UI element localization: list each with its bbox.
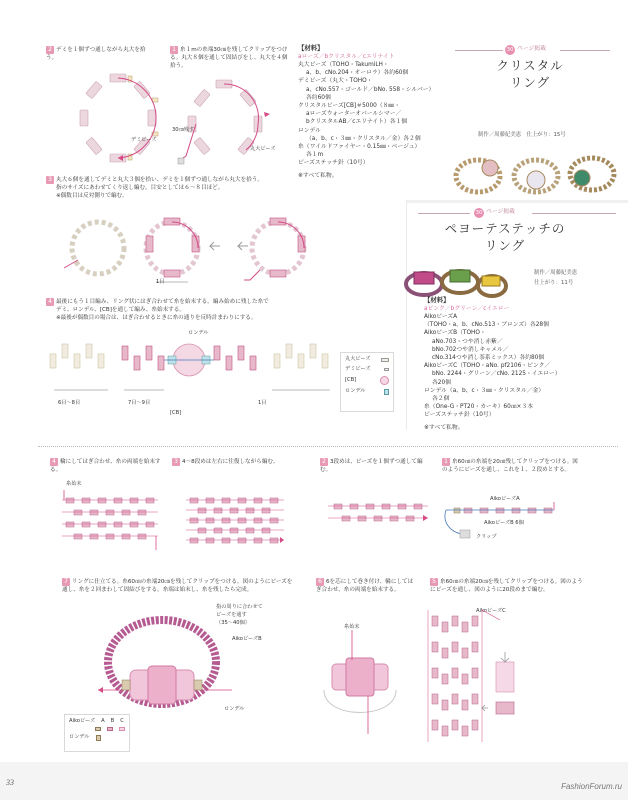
peyote-variants: aピンク／bグリーン／cイエロー	[424, 305, 510, 312]
section-divider	[38, 446, 618, 447]
label-aiko-b6: AikoビーズB 6個	[484, 520, 524, 526]
diagram-step-b6	[316, 630, 406, 740]
peyote-credit-maker: 制作／周藤紀美恵	[534, 270, 578, 276]
step-number: 2	[46, 46, 54, 54]
peyote-materials: 【材料】 aピンク／bグリーン／cイエロー AikoビーズA （TOHO・a、b、cNo.513・ブロンズ）各28個 AikoビーズB（TOHO・ aNo.703・つや消し赤紫／ bNo.702つや消しキャメル／ cNo.314つや消し茶系ミックス）各約80個 AikoビーズC（TOHO・aNo. pf2106・ピンク／ bNo. 2244・グリーン／cNo. 2125・イエロー） 各20個 ロンデル（a、b、c・３㎜・クリスタル／金） 各２個 糸（One-G・PT20・カーキ）60㎝×３本 ビーズステッチ針（10号） ※すべて私物。	[424, 296, 624, 433]
diagram-step-b5-strip	[424, 602, 524, 750]
label-aiko-c: AikoビーズC	[476, 608, 506, 614]
step-3-instruction: 3 丸大６個を通してデミと丸大３個を拾い、デミを１個ずつ通しながら丸大を拾う。 指のサイズにあわせてくり返し編む。目安としては６〜８目ほど。 ※偶数目は反対側りで編む。	[46, 176, 316, 200]
label-1-me: 1目	[258, 400, 267, 406]
diagram-step-2-ring	[68, 68, 168, 168]
peyote-left-rule	[406, 200, 407, 430]
legend-row-rondel: ロンデル	[345, 388, 389, 395]
page-number: 33	[6, 778, 14, 787]
crystal-credit: 制作／周藤紀美恵 仕上がり：15号	[478, 132, 566, 138]
legend-row-marudai: 丸大ビーズ	[345, 356, 389, 363]
peyote-page-badge: 30 ページ掲載	[475, 209, 515, 216]
step-b5-instruction: 5 糸60㎝の糸端20㎝を残してクリップをつける。図のようにビーズを通し、図のように20段めまで編む。	[430, 578, 583, 594]
legend-row-demi: デミビーズ	[345, 366, 389, 373]
legend-row-aiko-swatches	[69, 727, 125, 731]
crystal-ring-title: クリスタル リング	[496, 58, 564, 90]
crystal-variants: aローズ／bクリスタル／cエリナイト	[298, 53, 395, 60]
label-6-8-me: 6目〜8目	[58, 400, 81, 406]
crystal-page-badge: 30 ページ掲載	[506, 46, 546, 53]
legend-row-cb: [CB]	[345, 376, 389, 385]
diagram-step-4-band	[44, 334, 334, 398]
peyote-ring-title: ペヨーテステッチの リング	[444, 221, 566, 253]
watermark: FashionForum.ru	[561, 782, 622, 791]
label-cb: [CB]	[170, 410, 182, 416]
label-itohashi-1: 糸始末	[66, 481, 82, 487]
peyote-deco-line-right	[532, 213, 616, 214]
step-2-instruction: 2 デミを１個ずつ通しながら丸大を拾う。	[46, 46, 146, 62]
legend-beads-bottom	[64, 714, 130, 752]
step-b6-instruction: 6 6を芯にして巻き付け、輪にしてはぎ合わせ、糸の両端を始末する。	[316, 578, 414, 594]
diagram-step-b4	[60, 490, 170, 560]
peyote-deco-line-left	[418, 213, 470, 214]
diagram-step-b2	[326, 496, 436, 532]
label-one-me: 1目	[156, 279, 165, 285]
label-demi-beads: デミビーズ	[131, 137, 157, 143]
step-number: 4	[46, 298, 54, 306]
crystal-ring-photo	[452, 146, 622, 198]
peyote-credit-size: 仕上がり：11号	[534, 280, 574, 286]
label-ring-note-1: 指の周りに合わせて	[216, 604, 263, 610]
legend-row-aiko: Aikoビーズ A B C	[69, 718, 124, 724]
label-ring-note-2: ビーズを通す	[216, 612, 247, 618]
label-7-9-me: 7目〜9目	[128, 400, 151, 406]
label-ring-note-3: （35〜40個）	[216, 620, 250, 626]
step-4-instruction: 4 最後にもう１目編み、リング状にはぎ合わせて糸を始末する。編み始めに残した糸で デミ、ロンデル、[CB]を通して編み、糸始末する。 ※最後が偶数目の場合は、はぎ合わせるときに糸の通りを反時計まわりにする。	[46, 298, 316, 322]
label-aiko-a: AikoビーズA	[490, 496, 520, 502]
crystal-deco-line-left	[455, 50, 503, 51]
step-b3-instruction: 3 4〜8段めは左右に往復しながら編む。	[172, 458, 302, 466]
diagram-step-b3	[184, 492, 294, 562]
peyote-top-rule	[406, 200, 628, 203]
crystal-materials: 【材料】 aローズ／bクリスタル／cエリナイト 丸大ビーズ（TOHO・TakumiLH・ a、b、cNo.204・オーロラ）各約60個 デミビーズ（丸大・TOHO・ a、cNo.557・ゴールド／bNo. 558・シルバー） 各約60個 クリスタルビーズ[CB]＃5000（８㎜・ aローズウォーターオパールシマー／ bクリスタルAB／cエリナイト）各１個 ロンデル （a、b、c・３㎜・クリスタル／金）各２個 糸（ワイルドファイヤー・0.15㎜・ベージュ） 各１m ビーズステッチ針（10号） ※すべて私物。	[298, 44, 448, 181]
step-b4-instruction: 4 輪にしてはぎ合わせ、糸の両端を始末する。	[50, 458, 161, 474]
legend-beads-top	[340, 352, 394, 412]
label-itohashi-2: 糸始末	[344, 624, 360, 630]
label-marudai-beads: 丸大ビーズ	[250, 146, 276, 152]
peyote-ring-photo	[402, 260, 508, 300]
label-clip: クリップ	[476, 534, 497, 540]
label-30cm-leave: 30㎝残す	[172, 127, 195, 133]
step-number: 1	[170, 46, 178, 54]
label-rondel: ロンデル	[188, 330, 209, 336]
step-b7-instruction: 7 リングに仕立てる。糸60㎝の糸端20㎝を残してクリップをつける。図のようにビーズを通し、糸を２回まわして固結びをする。糸端は始末し、糸を残したら完成。	[62, 578, 293, 594]
legend-row-rondel-bottom: ロンデル	[69, 734, 125, 741]
step-1-instruction: 1 糸１mの糸端30㎝を残してクリップをつける。丸大８個を通して固結びをし、丸大を４個拾う。	[170, 46, 288, 70]
footer-band	[0, 762, 628, 800]
step-b1-instruction: 1 糸60㎝の糸端を20㎝残してクリップをつける。図のようにビーズを通し、これを１、２段めとする。	[442, 458, 578, 474]
step-b2-instruction: 2 3段めは、ビーズを１個ずつ通して編む。	[320, 458, 423, 474]
step-number: 3	[46, 176, 54, 184]
crystal-deco-line-right	[560, 50, 610, 51]
diagram-step-b7-ring	[96, 608, 236, 712]
label-rondel-bottom: ロンデル	[224, 706, 245, 712]
diagram-step-3	[60, 208, 330, 286]
label-aiko-b: AikoビーズB	[232, 636, 262, 642]
